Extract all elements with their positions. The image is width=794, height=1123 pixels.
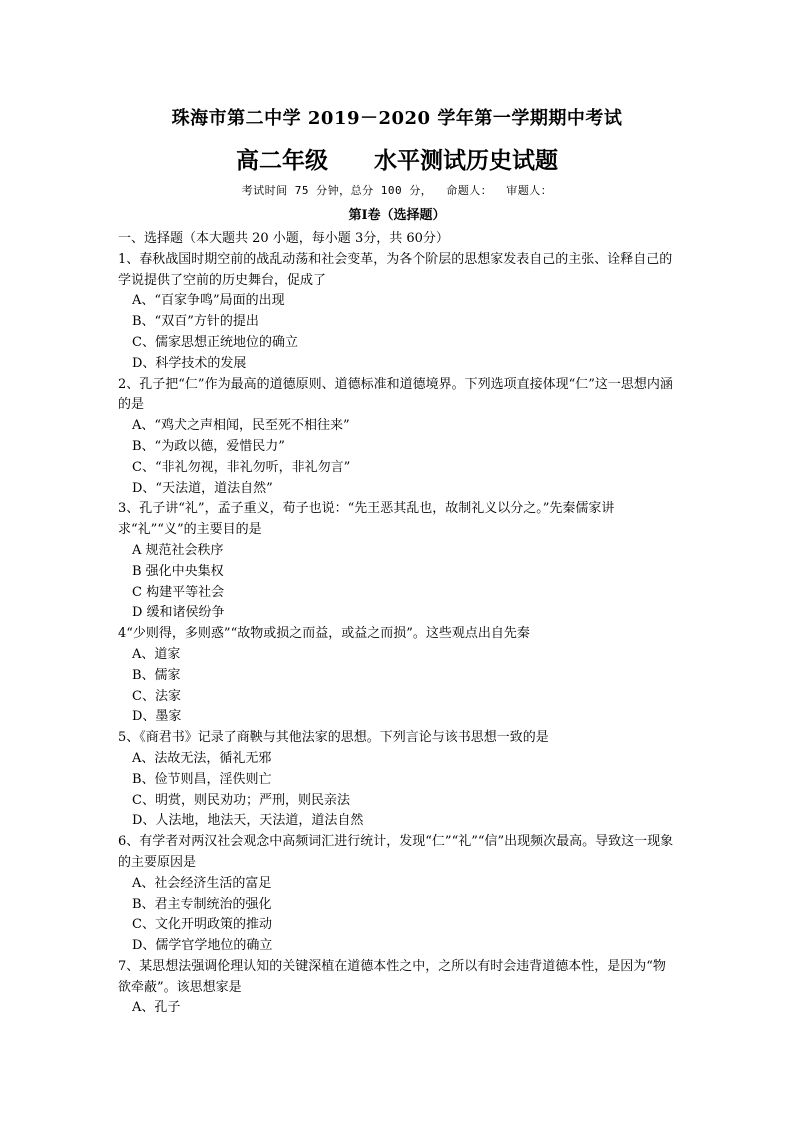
question-4-option-c: C、法家	[132, 688, 181, 704]
question-3-option-b: B 强化中央集权	[132, 563, 224, 579]
question-2-option-c: C、“非礼勿视，非礼勿听，非礼勿言”	[132, 459, 351, 475]
grade-label: 高二年级	[236, 147, 328, 174]
reviewer-label: 审题人：	[506, 184, 553, 197]
question-5-option-c: C、明赏，则民劝功；严刑，则民亲法	[132, 792, 350, 808]
question-1-option-a: A、“百家争鸣”局面的出现	[132, 293, 285, 309]
question-list	[118, 229, 678, 1019]
question-3-option-c: C 构建平等社会	[132, 584, 225, 600]
question-6-option-b: B、君主专制统治的强化	[132, 896, 272, 912]
question-stem-4: 4“少则得，多则惑”“故物或损之而益，或益之而损”。这些观点出自先秦	[118, 626, 530, 642]
question-2-option-d: D、“天法道，道法自然”	[132, 480, 273, 496]
school-title: 珠海市第二中学 2019－2020 学年第一学期期中考试	[171, 108, 623, 129]
question-5-option-a: A、法故无法，循礼无邪	[132, 750, 272, 766]
time-info: 考试时间 75 分钟，总分 100 分，	[241, 184, 433, 197]
question-7-option-a: A、孔子	[132, 1000, 181, 1016]
question-1-option-d: D、科学技术的发展	[132, 355, 247, 371]
question-4-option-b: B、儒家	[132, 667, 181, 683]
question-stem-5: 5、《商君书》记录了商鞅与其他法家的思想。下列言论与该书思想一致的是	[118, 730, 549, 746]
question-stem-6: 6、有学者对两汉社会观念中高频词汇进行统计，发现“仁”“礼”“信”出现频次最高。导致这一现象的主要原因是	[118, 834, 674, 870]
question-2-option-b: B、“为政以德，爱惜民力”	[132, 438, 285, 454]
exam-title	[0, 142, 794, 175]
question-1-option-c: C、儒家思想正统地位的确立	[132, 334, 298, 350]
question-6-option-d: D、儒学官学地位的确立	[132, 938, 273, 954]
setter-label: 命题人：	[446, 184, 493, 197]
question-stem-7: 7、某思想法强调伦理认知的关键深植在道德本性之中，之所以有时会违背道德本性，是因为“物欲牵蔽”。该思想家是	[118, 958, 666, 995]
exam-name: 水平测试历史试题	[374, 147, 558, 174]
question-4-option-d: D、墨家	[132, 709, 182, 725]
exam-meta-info	[0, 182, 794, 198]
question-2-option-a: A、“鸡犬之声相闻，民至死不相往来”	[132, 418, 350, 434]
question-6-option-a: A、社会经济生活的富足	[132, 875, 272, 891]
section-heading: 一、选择题（本大题共 20 小题，每小题 3分，共 60分）	[118, 231, 449, 246]
question-6-option-c: C、文化开明政策的推动	[132, 917, 272, 933]
question-4-option-a: A、道家	[132, 646, 181, 662]
question-1-option-b: B、“双百”方针的提出	[132, 314, 259, 330]
question-stem-3: 3、孔子讲“礼”，孟子重义，荀子也说：“先王恶其乱也，故制礼义以分之。”先秦儒家讲求“礼”“义”的主要目的是	[118, 501, 615, 538]
part-title: 第Ⅰ卷（选择题）	[348, 208, 446, 223]
question-3-option-d: D 缓和诸侯纷争	[132, 605, 225, 621]
question-5-option-d: D、人法地，地法天，天法道，道法自然	[132, 813, 364, 829]
question-stem-2: 2、孔子把“仁”作为最高的道德原则、道德标准和道德境界。下列选项直接体现“仁”这一思想内涵的是	[118, 376, 673, 413]
question-5-option-b: B、俭节则昌，淫佚则亡	[132, 771, 272, 787]
question-3-option-a: A 规范社会秩序	[132, 542, 224, 558]
question-stem-1: 1、春秋战国时期空前的战乱动荡和社会变革，为各个阶层的思想家发表自己的主张、诠释自己的学说提供了空前的历史舞台，促成了	[118, 251, 673, 288]
